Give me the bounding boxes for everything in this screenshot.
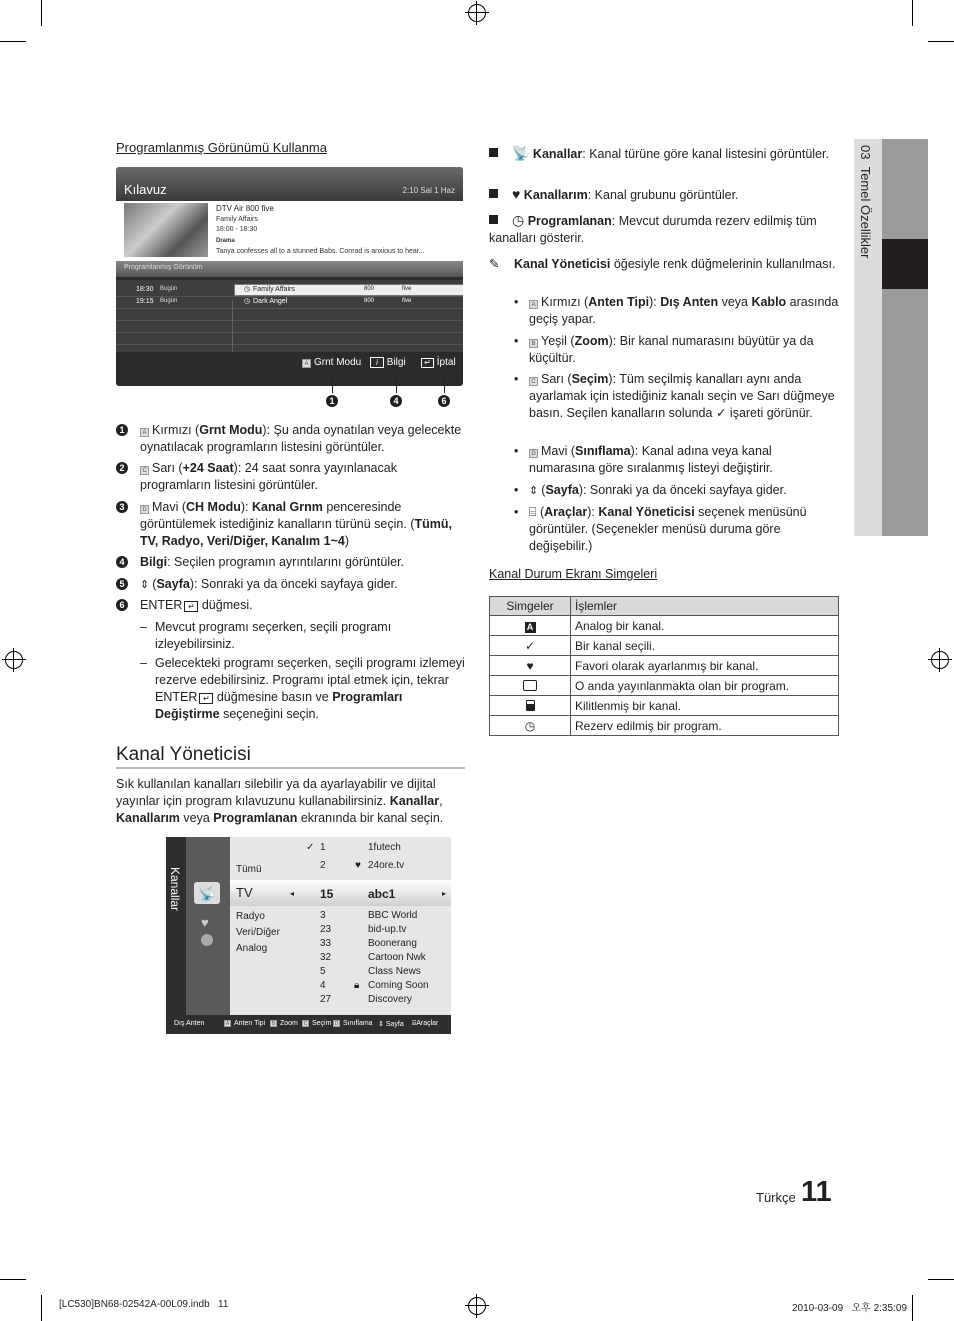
guide-datetime: 2:10 Sal 1 Haz: [402, 186, 455, 195]
row-program: Family Affairs: [253, 286, 295, 293]
sub-item-tools: ⌸ (Araçlar): Kanal Yöneticisi seçenek menüsünü görüntüler. (Seçenekler menüsü duruma göre değişebilir.): [529, 505, 807, 553]
clock-icon: ◷: [490, 716, 571, 736]
grnt-modu-label: Grnt Modu: [314, 357, 362, 368]
callout-number: 4: [390, 395, 402, 407]
row-channel: 800: [364, 298, 375, 304]
tv-icon: [490, 676, 571, 696]
guide-view-label: Programlanmış Görünüm: [124, 264, 203, 271]
d-button-icon: D: [140, 505, 149, 514]
item-4: Bilgi: Seçilen programın ayrıntılarını görüntüler.: [140, 555, 405, 569]
header-symbols: Simgeler: [490, 597, 571, 616]
channel-name: 24ore.tv: [368, 860, 405, 871]
bullet-dot-icon: •: [514, 505, 519, 519]
item-3: D Mavi (CH Modu): Kanal Grnm penceresinde görüntülemek istediğiniz kanalların türünü seçin. (Tümü, TV, Radyo, Veri/Diğer, Kanalım 1~4): [140, 500, 452, 548]
table-row: [490, 656, 839, 676]
selected-channel-number: 15: [320, 887, 334, 901]
footer-file: [LC530]BN68-02542A-00L09.indb 11: [59, 1299, 229, 1310]
item-number: 5: [116, 578, 128, 590]
channel-name: 1futech: [368, 842, 401, 853]
channel-side-title: Kanallar: [168, 867, 182, 912]
d-button-icon: D: [529, 449, 538, 458]
footer-language: Türkçe: [756, 1190, 796, 1205]
channel-side-title-bar: [166, 837, 186, 1015]
cat-veri[interactable]: Veri/Diğer: [236, 927, 280, 938]
enter-icon: ↵: [184, 601, 198, 612]
guide-view-bar: [116, 261, 463, 277]
program-thumbnail: [124, 203, 208, 257]
cat-radyo[interactable]: Radyo: [236, 911, 265, 922]
clock-icon: ◷: [512, 212, 525, 228]
row-program: Dark Angel: [253, 298, 288, 305]
a-button-icon: A: [302, 359, 311, 368]
right-item-kanallar: 📡 Kanallar: Kanal türüne göre kanal listesini görüntüler.: [489, 145, 839, 163]
crop-mark: [41, 1295, 42, 1321]
crop-mark: [912, 0, 913, 26]
row-time: 18:30: [136, 286, 154, 293]
tools-button[interactable]: ⌸Araçlar: [412, 1020, 439, 1027]
guide-header: [116, 167, 463, 201]
cancel-label: İptal: [436, 357, 456, 368]
check-icon: ✓: [715, 406, 727, 420]
zoom-button[interactable]: B Zoom: [271, 1020, 298, 1027]
section-title: Programlanmış Görünümü Kullanma: [116, 140, 327, 155]
channel-number-list: 3 23 33 32 5 4 27: [320, 910, 332, 1005]
crop-mark: [928, 41, 954, 42]
row-time: 19:15: [136, 298, 154, 305]
guide-list: [116, 280, 463, 352]
crop-mark: [912, 1295, 913, 1321]
sub-item-yellow: C Sarı (Seçim): Tüm seçilmiş kanalları aynı anda ayarlamak için istediğiniz kanalı seçin ve Sarı düğmeye basın. Seçilen kanalların solunda ✓ işareti görünür.: [529, 372, 835, 420]
c-button-icon: C: [303, 1021, 308, 1027]
callout-line: [396, 377, 397, 393]
callout-line: [332, 377, 333, 393]
table-cell: Rezerv edilmiş bir program.: [571, 716, 839, 736]
dash-icon: –: [140, 620, 147, 634]
left-arrow-icon: ◂: [290, 889, 295, 898]
info-label: Bilgi: [386, 357, 406, 368]
table-row: [490, 716, 839, 736]
cat-tumu[interactable]: Tümü: [236, 864, 262, 875]
check-icon: ✓: [490, 636, 571, 656]
registration-mark-icon: [468, 1297, 486, 1315]
c-button-icon: C: [529, 377, 538, 386]
heart-icon: ♥: [355, 860, 361, 871]
info-button[interactable]: [370, 357, 406, 368]
crop-mark: [0, 41, 26, 42]
row-channel-name: five: [402, 286, 412, 292]
check-icon: ✓: [306, 842, 315, 853]
return-icon: ↵: [421, 358, 434, 368]
guide-genre: Drama: [216, 238, 235, 244]
item-1: A Kırmızı (Grnt Modu): Şu anda oynatılan veya gelecekte oynatılacak programların listesini görüntüler.: [140, 423, 462, 454]
right-arrow-icon: ▸: [442, 889, 447, 898]
bullet-square-icon: [489, 148, 498, 157]
crop-mark: [41, 0, 42, 26]
item-number: 2: [116, 462, 128, 474]
sub-item-page: ⇕ (Sayfa): Sonraki ya da önceki sayfaya gider.: [529, 483, 787, 497]
kanal-yoneticisi-heading: Kanal Yöneticisi: [116, 744, 251, 765]
cancel-button[interactable]: [421, 357, 456, 368]
table-cell: Kilitlenmiş bir kanal.: [571, 696, 839, 716]
table-row[interactable]: [116, 332, 463, 345]
item-2: C Sarı (+24 Saat): 24 saat sonra yayınlanacak programların listesini görüntüler.: [140, 461, 397, 492]
b-button-icon: B: [271, 1021, 276, 1027]
channel-number: 1: [320, 842, 326, 853]
analog-channel-icon: A: [490, 616, 571, 636]
table-cell: O anda yayınlanmakta olan bir program.: [571, 676, 839, 696]
sort-button[interactable]: D Sınıflama: [334, 1020, 373, 1027]
tools-icon: ⌸: [529, 505, 540, 519]
channel-screen: [166, 837, 451, 1034]
channels-icon: 📡: [512, 145, 530, 161]
crop-mark: [0, 1279, 26, 1280]
footer-timestamp: 2010-03-09 오후 2:35:09: [792, 1303, 907, 1314]
kanal-paragraph: Sık kullanılan kanalları silebilir ya da ayarlayabilir ve dijital yayınlar için program kılavuzunu kullanabilirsiniz. Kanallar, Kanallarım veya Programlanan ekranında bir kanal seçin.: [116, 777, 444, 825]
table-row: [490, 696, 839, 716]
antenna-label: Dış Anten: [174, 1020, 205, 1027]
channels-icon[interactable]: 📡: [194, 882, 220, 904]
registration-mark-icon: [5, 651, 23, 669]
b-button-icon: B: [529, 339, 538, 348]
guide-desc: Tanya confesses all to a stunned Babs. Conrad is anxious to hear...: [216, 248, 425, 255]
guide-channel: DTV Air 800 five: [216, 204, 274, 213]
info-icon: i: [370, 357, 384, 368]
note-2: Gelecekteki programı seçerken, seçili programı izlemeyi rezerve edebilirsiniz. Programı iptal etmek için, tekrar ENTER ↵ düğmesine basın ve Programları Değiştirme seçeneğini seçin.: [155, 656, 465, 721]
guide-info-panel: [116, 201, 463, 261]
channel-icon-column: [186, 837, 230, 1015]
note-1: Mevcut programı seçerken, seçili programı izleyebilirsiniz.: [155, 620, 392, 651]
cat-analog[interactable]: Analog: [236, 943, 268, 954]
item-number: 4: [116, 556, 128, 568]
heart-icon: ♥: [490, 656, 571, 676]
right-item-kanallarim: ♥ Kanallarım: Kanal grubunu görüntüler.: [489, 186, 839, 204]
item-6: ENTER ↵ düğmesi.: [140, 598, 253, 612]
lock-icon: [490, 696, 571, 716]
bullet-square-icon: [489, 189, 498, 198]
status-icons-table: [489, 596, 839, 736]
callout-number: 1: [326, 395, 338, 407]
page-updown-icon: ⇕: [140, 579, 153, 591]
channel-number: 2: [320, 860, 326, 871]
guide-screen: [116, 167, 463, 386]
table-cell: Analog bir kanal.: [571, 616, 839, 636]
dash-icon: –: [140, 656, 147, 670]
a-button-icon: A: [529, 300, 538, 309]
callout-line: [444, 377, 445, 393]
d-button-icon: D: [334, 1021, 339, 1027]
table-title: Kanal Durum Ekranı Simgeleri: [489, 567, 658, 581]
selected-channel-row[interactable]: [230, 880, 451, 906]
sub-item-green: B Yeşil (Zoom): Bir kanal numarasını büyütür ya da küçültür.: [529, 334, 814, 365]
antenna-type-button[interactable]: A Anten Tipi: [225, 1020, 266, 1027]
table-row: [490, 676, 839, 696]
page-number: 11: [801, 1176, 832, 1208]
bullet-dot-icon: •: [514, 295, 519, 309]
crop-mark: [928, 1279, 954, 1280]
guide-title: Kılavuz: [124, 182, 167, 197]
selected-channel-name: abc1: [368, 887, 396, 901]
guide-program: Family Affairs: [216, 216, 258, 223]
table-cell: Bir kanal seçili.: [571, 636, 839, 656]
heart-icon[interactable]: ♥: [201, 915, 209, 930]
item-5: ⇕ (Sayfa): Sonraki ya da önceki sayfaya gider.: [140, 577, 398, 591]
sub-item-red: A Kırmızı (Anten Tipi): Dış Anten veya Kablo arasında geçiş yapar.: [529, 295, 839, 326]
heart-icon: ♥: [512, 186, 521, 202]
bullet-dot-icon: •: [514, 372, 519, 386]
divider: [232, 300, 233, 352]
page-updown-icon: ⇕: [378, 1021, 386, 1028]
guide-time: 18:00 - 18:30: [216, 226, 258, 233]
clock-icon: ◷: [244, 286, 251, 293]
channel-button-bar: [166, 1015, 451, 1034]
a-button-icon: A: [225, 1021, 230, 1027]
chapter-label: 03 Temel Özellikler: [858, 145, 873, 259]
c-button-icon: C: [140, 466, 149, 475]
callout-number: 6: [438, 395, 450, 407]
item-number: 3: [116, 501, 128, 513]
table-row: [490, 616, 839, 636]
row-day: Bugün: [160, 298, 178, 304]
page-button[interactable]: ⇕ Sayfa: [378, 1021, 404, 1028]
table-header: [490, 597, 839, 616]
registration-mark-icon: [468, 4, 486, 22]
clock-icon: ◷: [244, 298, 251, 305]
item-number: 1: [116, 424, 128, 436]
table-cell: Favori olarak ayarlanmış bir kanal.: [571, 656, 839, 676]
bullet-dot-icon: •: [514, 334, 519, 348]
select-button[interactable]: C Seçim: [303, 1020, 332, 1027]
sidebar-active-tab: [882, 239, 928, 289]
tools-icon: ⌸: [412, 1020, 417, 1027]
note-color-buttons: Kanal Yöneticisi öğesiyle renk düğmelerinin kullanılması.: [514, 257, 836, 271]
channel-name-list: BBC World bid-up.tv Boonerang Cartoon Nwk Class News Coming Soon Discovery: [368, 910, 429, 1005]
registration-mark-icon: [931, 651, 949, 669]
bullet-square-icon: [489, 215, 498, 224]
header-operations: İşlemler: [571, 597, 839, 616]
row-channel-name: five: [402, 298, 412, 304]
bullet-dot-icon: •: [514, 483, 519, 497]
page-updown-icon: ⇕: [529, 485, 542, 497]
right-item-programlanan: ◷ Programlanan: Mevcut durumda rezerv edilmiş tüm kanalları gösterir.: [489, 212, 817, 245]
note-pencil-icon: ✎: [489, 257, 500, 271]
grnt-modu-button[interactable]: [302, 357, 361, 368]
sub-item-blue: D Mavi (Sınıflama): Kanal adına veya kanal numarasına göre sıralanmış listeyi değiştirir.: [529, 444, 773, 475]
row-channel: 800: [364, 286, 375, 292]
enter-icon: ↵: [199, 693, 213, 704]
cat-tv[interactable]: TV: [236, 885, 253, 900]
clock-icon[interactable]: [201, 934, 213, 946]
heading-rule: [116, 767, 465, 769]
row-day: Bugün: [160, 286, 178, 292]
bullet-dot-icon: •: [514, 444, 519, 458]
item-number: 6: [116, 599, 128, 611]
sidebar-band: [882, 139, 928, 536]
a-button-icon: A: [140, 428, 149, 437]
lock-icon: 🔒︎: [354, 980, 360, 991]
table-row: [490, 636, 839, 656]
